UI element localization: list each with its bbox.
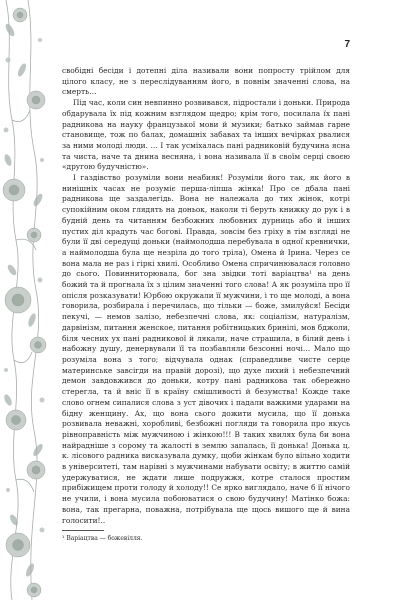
page-number: 7	[344, 39, 350, 50]
footnote: ¹ Варіацтва — божевілля.	[62, 535, 143, 542]
body-text	[62, 66, 350, 526]
paragraph: Під час, коли син невпинно розвивався, підростали і доньки. Природа обдарувала їх під кожним взглядом щедро; крім того, посилала їх пані радникова на науку французької мови й музики; батько займав гарне становище, тож по балах, домашніх забавах та інших вечірках рвалися за ними молоді люди. … І так усміхалась пані радниковій будучина ясна та чиста, наче та днина весняна, і вона називала її в своїм серці своєю «другою будучністю».	[62, 98, 350, 172]
footnote-divider	[62, 530, 104, 531]
floral-border-illustration	[0, 0, 50, 600]
paragraph: І газдівство розуміли вони неабияк! Розуміли його так, як його в нинішніх часах не розуміє перша-ліпша жінка! Про се дбала пані радникова ще заздалегідь. Вона не належала до тих жінок, котрі супокійним оком глядять на доньок, наколи ті беруть книжку до рук і в будній день та читанням безбожних любовних дурниць або й інших пустих діл крадуть час богові. Правда, зовсім без гріху в тім взгляді не були її дві середущі доньки (наймолодша перебувала в одної кревнички, а наймолодша була ще незріла до того тріла), Омена й Ірина. Через се вона мала не раз і гіркі хвилі. Особливо Омена спричинювалася головно до сього. Повинниторювала, бог зна звідки тоті варіацтва¹ на день божий та й прогнала їх з цілим значенні того слова! А як розуміла про її опісля розказувати! Юрбою окружали її мужчини, і то ще молоді, а вона говорила, розбирала і перечилась, що тільки — боже, змилуйся! Бесіди пекучі, — немов залізо, небезпечні слова, як: соціалізм, натуралізм, дарвінізм, питання женское, питання робітницьких бринілі, мов бджоли, біля чесних ух пані радникової й лякали, наче страшила, в білий день і набожну душу, денервували її та позбавляли безсонні ночі… Мало що розуміла вона з того; відчувала однак (справедливе чисте серце материнське завсігди на правій дорозі), що духе лихий і небезпечний демон завдовжився до доньки, котру пані радникова так обережно стерегла, та й вніс її в країну смішливості й безумства! Кожде таке слово огнем сипалися слова з уст дівочих і падали важкими ударами на бідну женщину. Ах, що вона сього дожити мусила, що її донька розвивала неважні, хоробливі, безбожні погляди та говорила про якусь рівноправність між мужчиною і жінкою!!! В таких хвилях була би вона найрадніше з сорому та жалості в землю запалась, її донька! Донька ц. к. лісового радника висказувала думку, щоби жінкам було вільно ходити в університеті, там нарівні з мужчинами набувати освіту; в життю самій удержуватися, не ждати лише подружжя, котре сталося простим прибіжищем проти голоду й холоду!! Се ярко виглядало, наче б її нічого не учили, і вона мусила побоюватися о свою будучину! Матінко божа: вона, так прегарна, поважна, потрібувала ще щось вишого ще й вина голосити!..	[62, 173, 350, 525]
paragraph: свобідні бесіди і дотепні діла називали вони попросту трійлом для цілого класу, не з переслідуванням його, в повнім значенні слова, на смерть…	[62, 66, 350, 97]
